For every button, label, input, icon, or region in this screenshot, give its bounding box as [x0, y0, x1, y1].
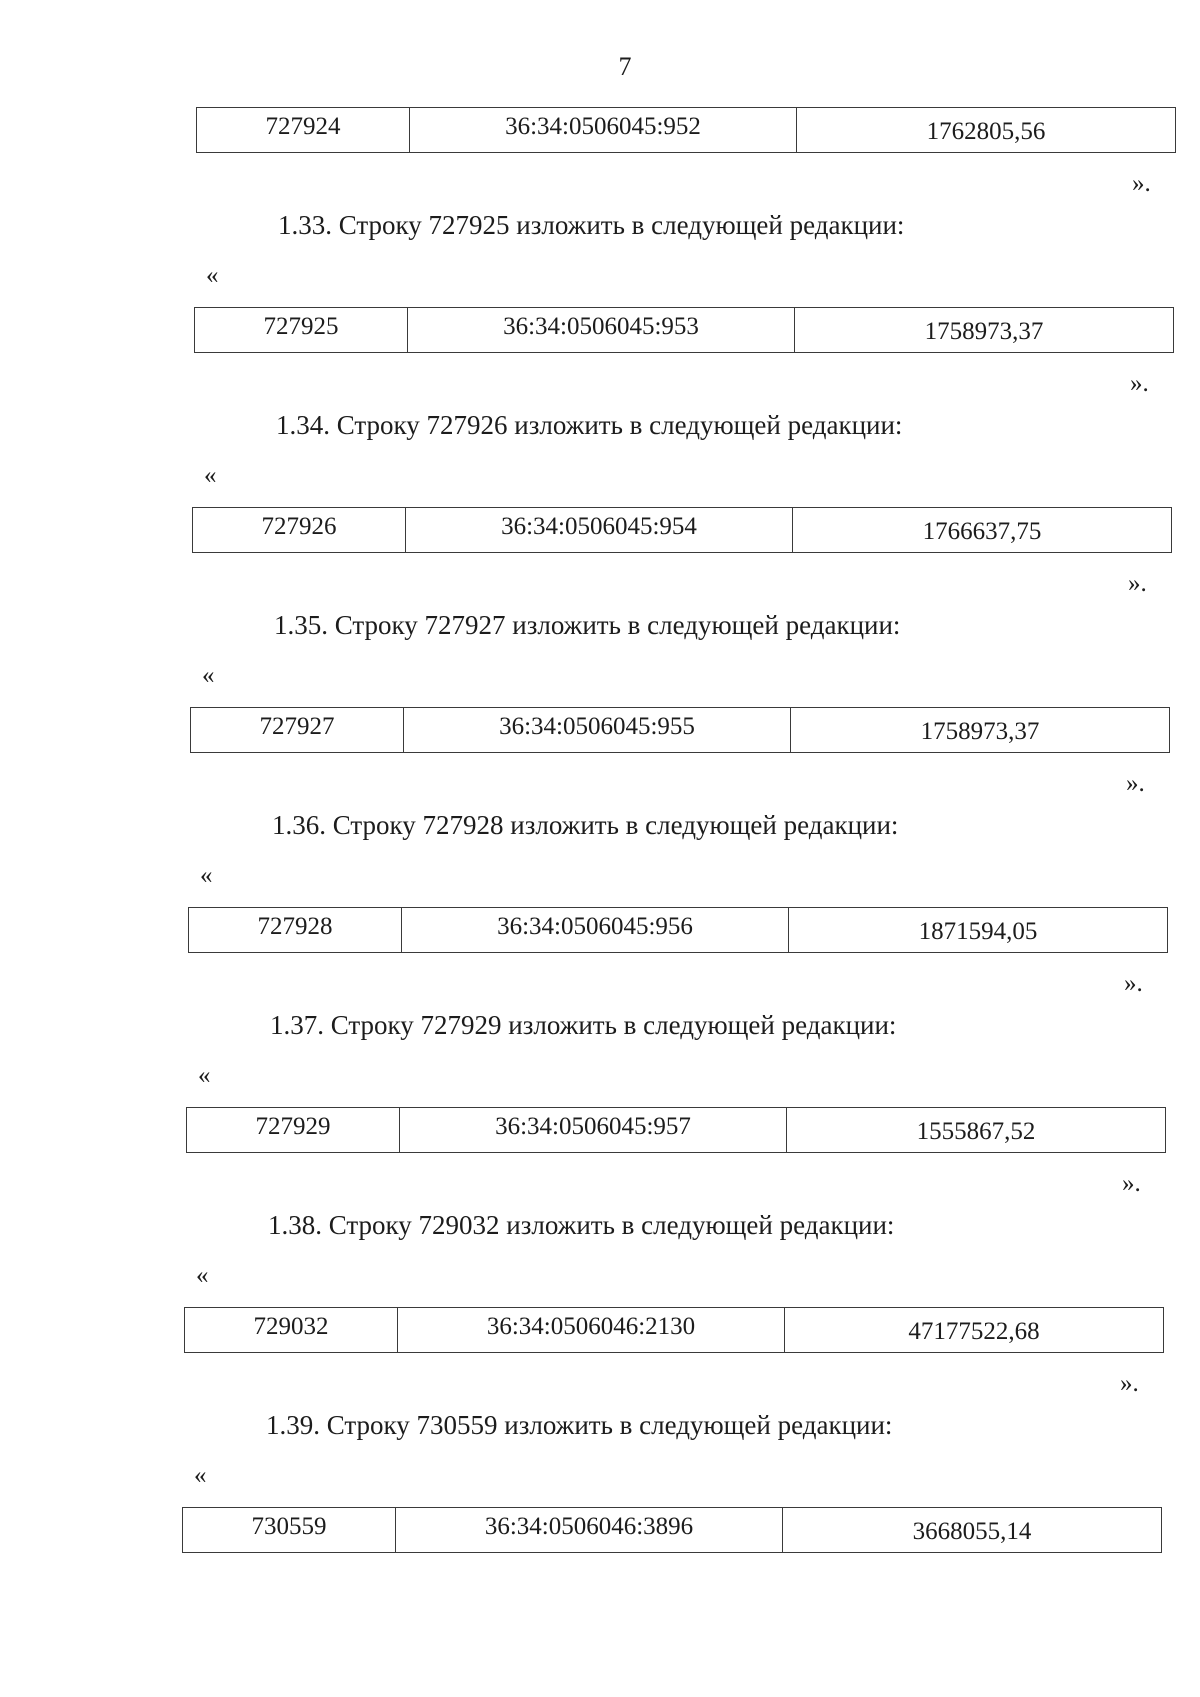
row-value: 1871594,05	[918, 918, 1038, 945]
opening-quote: «	[200, 862, 213, 889]
row-cadastral-number: 36:34:0506045:954	[406, 508, 793, 552]
row-code: 727929	[187, 1108, 400, 1152]
amendment-instruction: 1.35. Строку 727927 изложить в следующей редакции:	[274, 610, 901, 640]
row-value: 1762805,56	[926, 118, 1046, 145]
amendment-instruction: 1.34. Строку 727926 изложить в следующей редакции:	[276, 410, 903, 440]
opening-quote: «	[198, 1062, 211, 1089]
row-cadastral-number: 36:34:0506045:955	[404, 708, 791, 752]
table-row	[190, 707, 1170, 753]
closing-quote: ».	[1128, 570, 1147, 597]
closing-quote: ».	[1126, 770, 1145, 797]
opening-quote: «	[204, 462, 217, 489]
row-cadastral-number: 36:34:0506045:957	[400, 1108, 787, 1152]
row-code: 727924	[197, 108, 410, 152]
opening-quote: «	[196, 1262, 209, 1289]
amendment-instruction: 1.37. Строку 727929 изложить в следующей редакции:	[270, 1010, 897, 1040]
row-code: 727926	[193, 508, 406, 552]
row-code: 727927	[191, 708, 404, 752]
table-row	[186, 1107, 1166, 1153]
row-code: 729032	[185, 1308, 398, 1352]
opening-quote: «	[206, 262, 219, 289]
page-number: 7	[618, 52, 632, 81]
row-cadastral-number: 36:34:0506045:953	[408, 308, 795, 352]
row-cadastral-number: 36:34:0506045:956	[402, 908, 789, 952]
closing-quote: ».	[1122, 1170, 1141, 1197]
amendment-instruction: 1.38. Строку 729032 изложить в следующей редакции:	[268, 1210, 895, 1240]
row-value: 1758973,37	[920, 718, 1040, 745]
row-cadastral-number: 36:34:0506046:2130	[398, 1308, 785, 1352]
row-value: 1758973,37	[924, 318, 1044, 345]
closing-quote: ».	[1120, 1370, 1139, 1397]
row-code: 730559	[183, 1508, 396, 1552]
closing-quote: ».	[1130, 370, 1149, 397]
row-cadastral-number: 36:34:0506045:952	[410, 108, 797, 152]
closing-quote: ».	[1124, 970, 1143, 997]
row-cadastral-number: 36:34:0506046:3896	[396, 1508, 783, 1552]
row-code: 727928	[189, 908, 402, 952]
row-value: 3668055,14	[912, 1518, 1032, 1545]
table-row	[184, 1307, 1164, 1353]
row-value: 47177522,68	[908, 1318, 1040, 1345]
opening-quote: «	[194, 1462, 207, 1489]
amendment-instruction: 1.33. Строку 727925 изложить в следующей редакции:	[278, 210, 905, 240]
row-value: 1555867,52	[916, 1118, 1036, 1145]
table-row	[192, 507, 1172, 553]
closing-quote: ».	[1132, 170, 1151, 197]
table-row	[196, 107, 1176, 153]
row-code: 727925	[195, 308, 408, 352]
amendment-instruction: 1.39. Строку 730559 изложить в следующей редакции:	[266, 1410, 893, 1440]
opening-quote: «	[202, 662, 215, 689]
table-row	[188, 907, 1168, 953]
table-row	[182, 1507, 1162, 1553]
row-value: 1766637,75	[922, 518, 1042, 545]
amendment-instruction: 1.36. Строку 727928 изложить в следующей редакции:	[272, 810, 899, 840]
table-row	[194, 307, 1174, 353]
